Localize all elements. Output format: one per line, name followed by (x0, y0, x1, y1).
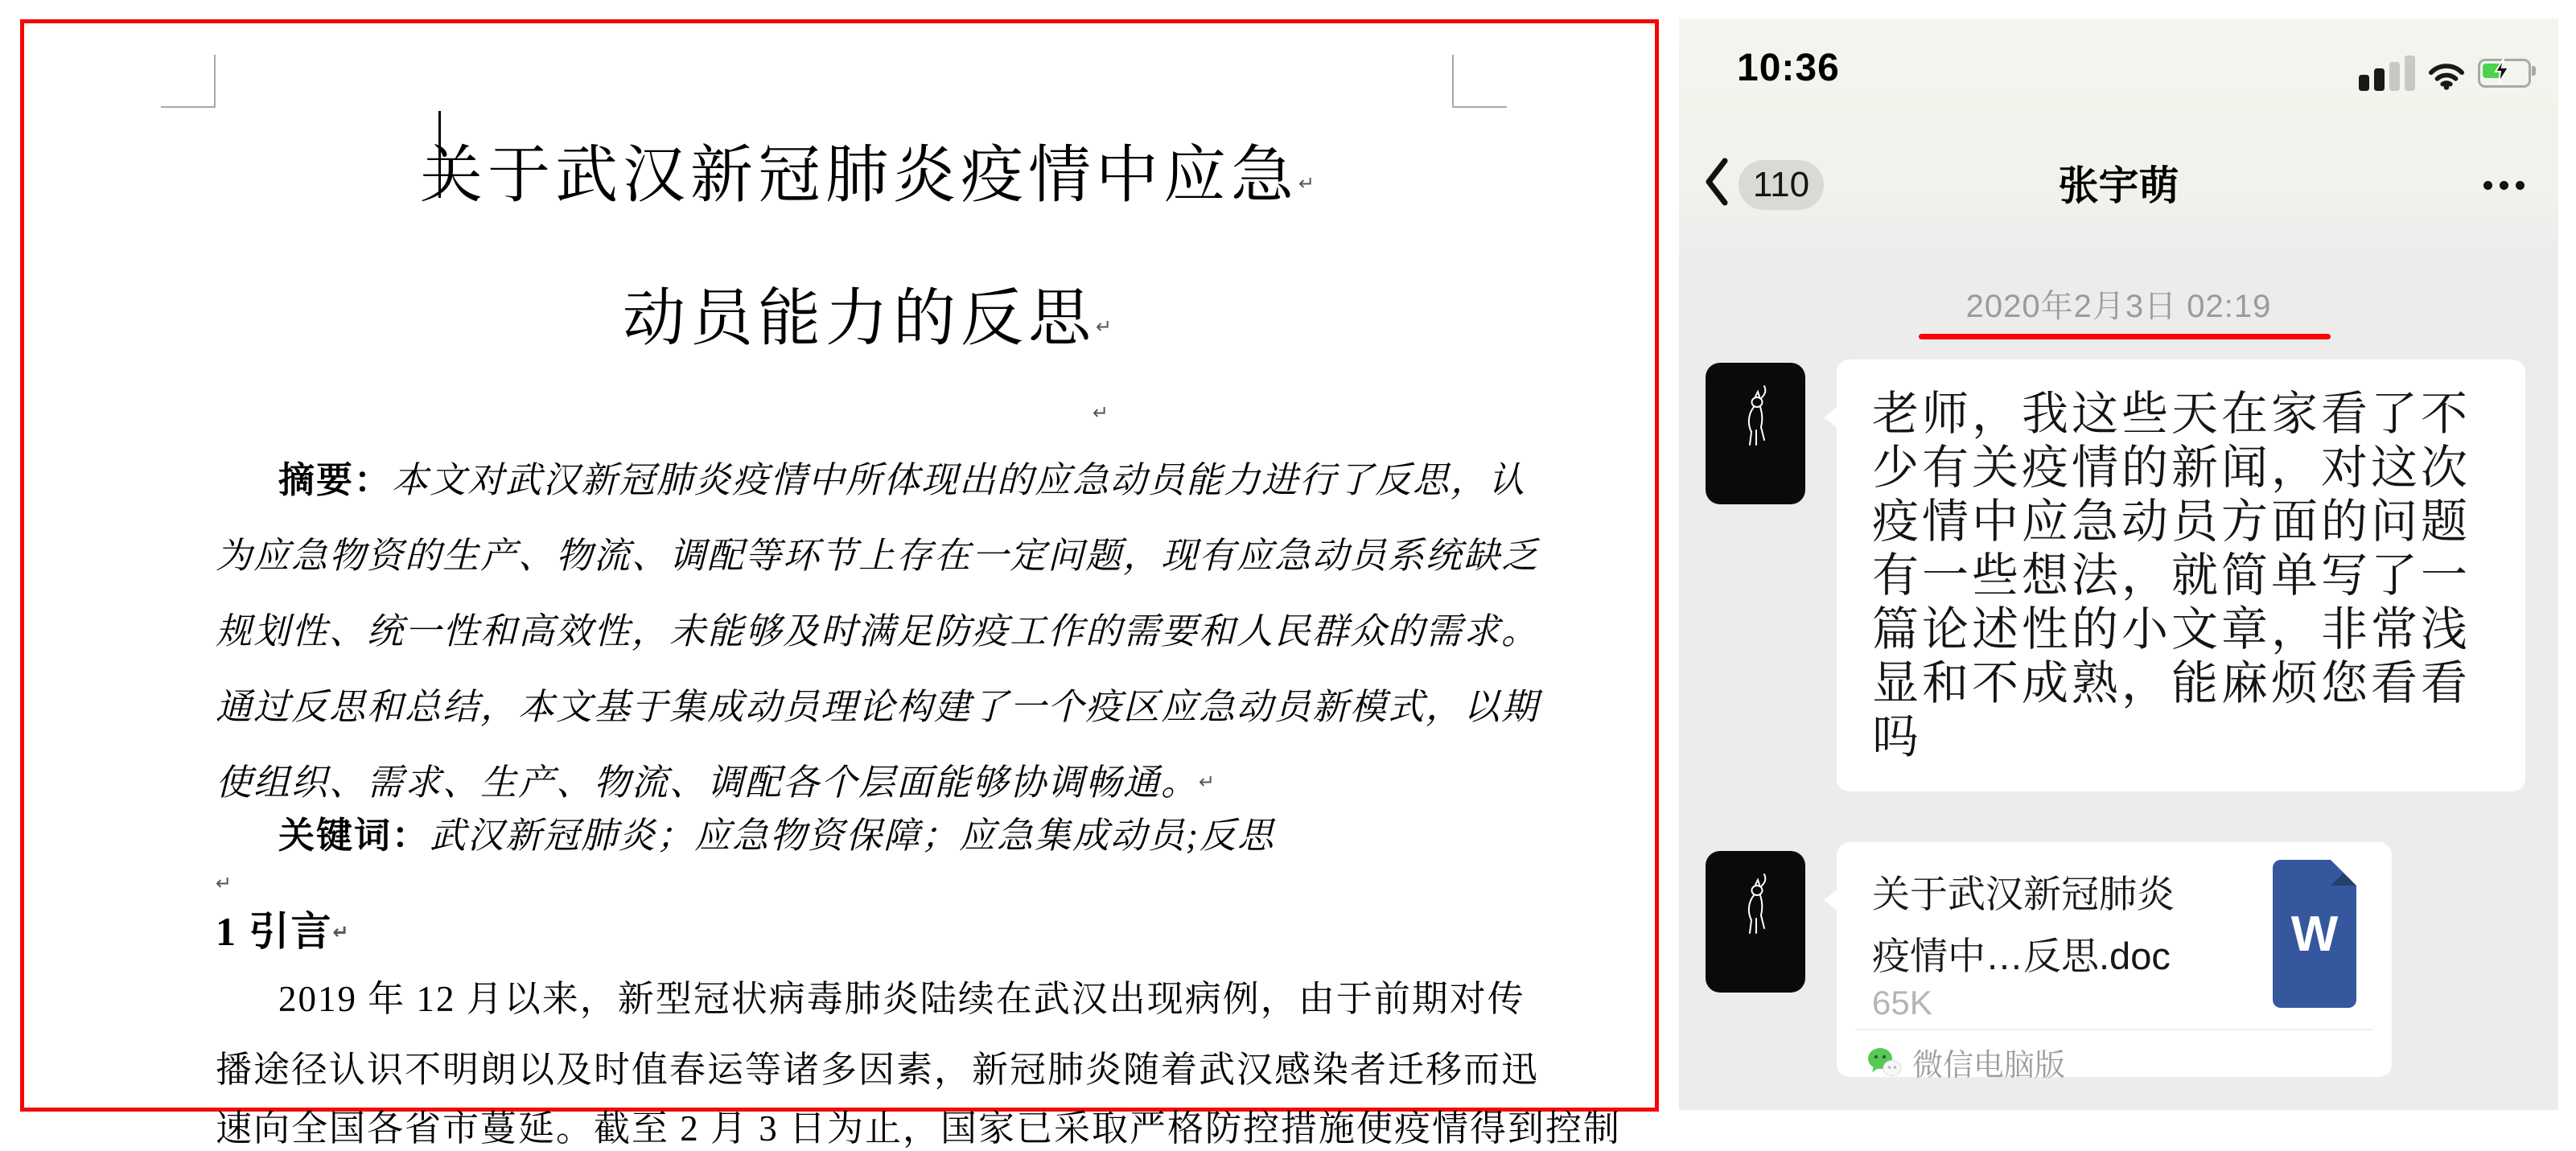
cat-avatar-icon (1734, 385, 1777, 462)
red-underline-annotation (1919, 334, 2331, 339)
ellipsis-dot (2516, 181, 2525, 190)
abstract-text: 本文对武汉新冠肺炎疫情中所体现出的应急动员能力进行了反思，认 (392, 460, 1527, 500)
keywords-label: 关键词： (278, 816, 430, 856)
battery-charging-icon (2478, 59, 2531, 88)
abstract-line: 为应急物资的生产、物流、调配等环节上存在一定问题，现有应急动员系统缺乏 (216, 536, 1540, 576)
message-line: 疫情中应急动员方面的问题 (1872, 495, 2471, 548)
wechat-logo-icon (1867, 1046, 1903, 1079)
ellipsis-dot (2500, 181, 2508, 190)
ellipsis-dot (2483, 181, 2492, 190)
paragraph-mark-icon: ↵ (1093, 401, 1109, 424)
sender-avatar[interactable] (1706, 851, 1805, 993)
word-document-icon (2273, 860, 2356, 1008)
message-date-stamp: 2020年2月3日 02:19 (1965, 289, 2272, 324)
abstract-line (216, 753, 1458, 805)
file-source-row (1867, 1040, 2065, 1084)
file-name-line: 疫情中…反思.doc (1872, 935, 2171, 977)
status-icons (2359, 54, 2531, 91)
message-line: 有一些想法，就简单写了一 (1872, 549, 2471, 602)
message-line: 少有关疫情的新闻，对这次 (1872, 442, 2471, 494)
title-text: 关于武汉新冠肺炎疫情中应急 (419, 140, 1298, 210)
cat-avatar-icon (1734, 874, 1777, 951)
paragraph-line: 播途径认识不明朗以及时值春运等诸多因素，新冠肺炎随着武汉感染者迁移而迅 (216, 1050, 1540, 1090)
margin-corner-mark-right (1452, 55, 1507, 108)
word-letter: W (2290, 906, 2339, 962)
paragraph-mark-icon: ↵ (332, 921, 349, 943)
document-title-line1 (216, 125, 1519, 215)
keywords-line (216, 806, 1458, 858)
sender-avatar[interactable] (1706, 363, 1805, 504)
title-text: 动员能力的反思 (622, 283, 1096, 353)
chat-title: 张宇萌 (2058, 163, 2179, 208)
document-annotation-frame (20, 19, 1659, 1149)
keywords-text: 武汉新冠肺炎；应急物资保障；应急集成动员;反思 (430, 816, 1276, 856)
card-divider (1856, 1029, 2372, 1030)
document-title-line2 (216, 268, 1519, 358)
section-heading-text: 1 引言 (216, 909, 333, 954)
abstract-line: 通过反思和总结，本文基于集成动员理论构建了一个疫区应急动员新模式，以期 (216, 687, 1540, 727)
file-name-line: 关于武汉新冠肺炎 (1872, 873, 2175, 915)
message-line: 篇论述性的小文章，非常浅 (1872, 603, 2471, 656)
paragraph-line: 2019 年 12 月以来，新型冠状病毒肺炎陆续在武汉出现病例，由于前期对传 (278, 979, 1525, 1019)
status-time: 10:36 (1737, 47, 1840, 89)
margin-corner-mark-left (161, 55, 216, 108)
abstract-label: 摘要： (278, 460, 393, 500)
section-heading (216, 899, 349, 957)
abstract-line (216, 450, 1527, 503)
message-bubble[interactable] (1837, 360, 2525, 791)
wifi-icon (2428, 62, 2465, 91)
paragraph-mark-icon: ↵ (1199, 771, 1216, 793)
file-attachment-card[interactable] (1837, 842, 2392, 1083)
paragraph-mark-icon: ↵ (1298, 172, 1315, 195)
message-line: 老师，我这些天在家看了不 (1872, 388, 2471, 440)
unread-count-badge[interactable]: 110 (1739, 160, 1824, 210)
file-name (1872, 863, 2258, 987)
paragraph-mark-icon: ↵ (216, 872, 232, 894)
file-source-label: 微信电脑版 (1912, 1049, 2066, 1083)
message-line: 显和不成熟，能麻烦您看看 (1872, 657, 2471, 709)
message-line: 吗 (1872, 711, 1923, 763)
file-size: 65K (1872, 984, 1932, 1022)
wechat-chat-panel (1679, 18, 2558, 1110)
folded-corner-cut (2331, 860, 2356, 886)
abstract-text: 使组织、需求、生产、物流、调配各个层面能够协调畅通。 (216, 763, 1200, 803)
paragraph-line-clipped: 速向全国各省市蔓延。截至 2 月 3 日为止，国家已采取严格防控措施使疫情得到控制 (216, 1108, 1622, 1149)
abstract-line: 规划性、统一性和高效性，未能够及时满足防疫工作的需要和人民群众的需求。 (216, 611, 1540, 652)
cellular-signal-icon (2359, 55, 2415, 91)
more-menu-button[interactable] (2483, 181, 2525, 190)
paragraph-mark-icon: ↵ (1095, 315, 1113, 338)
